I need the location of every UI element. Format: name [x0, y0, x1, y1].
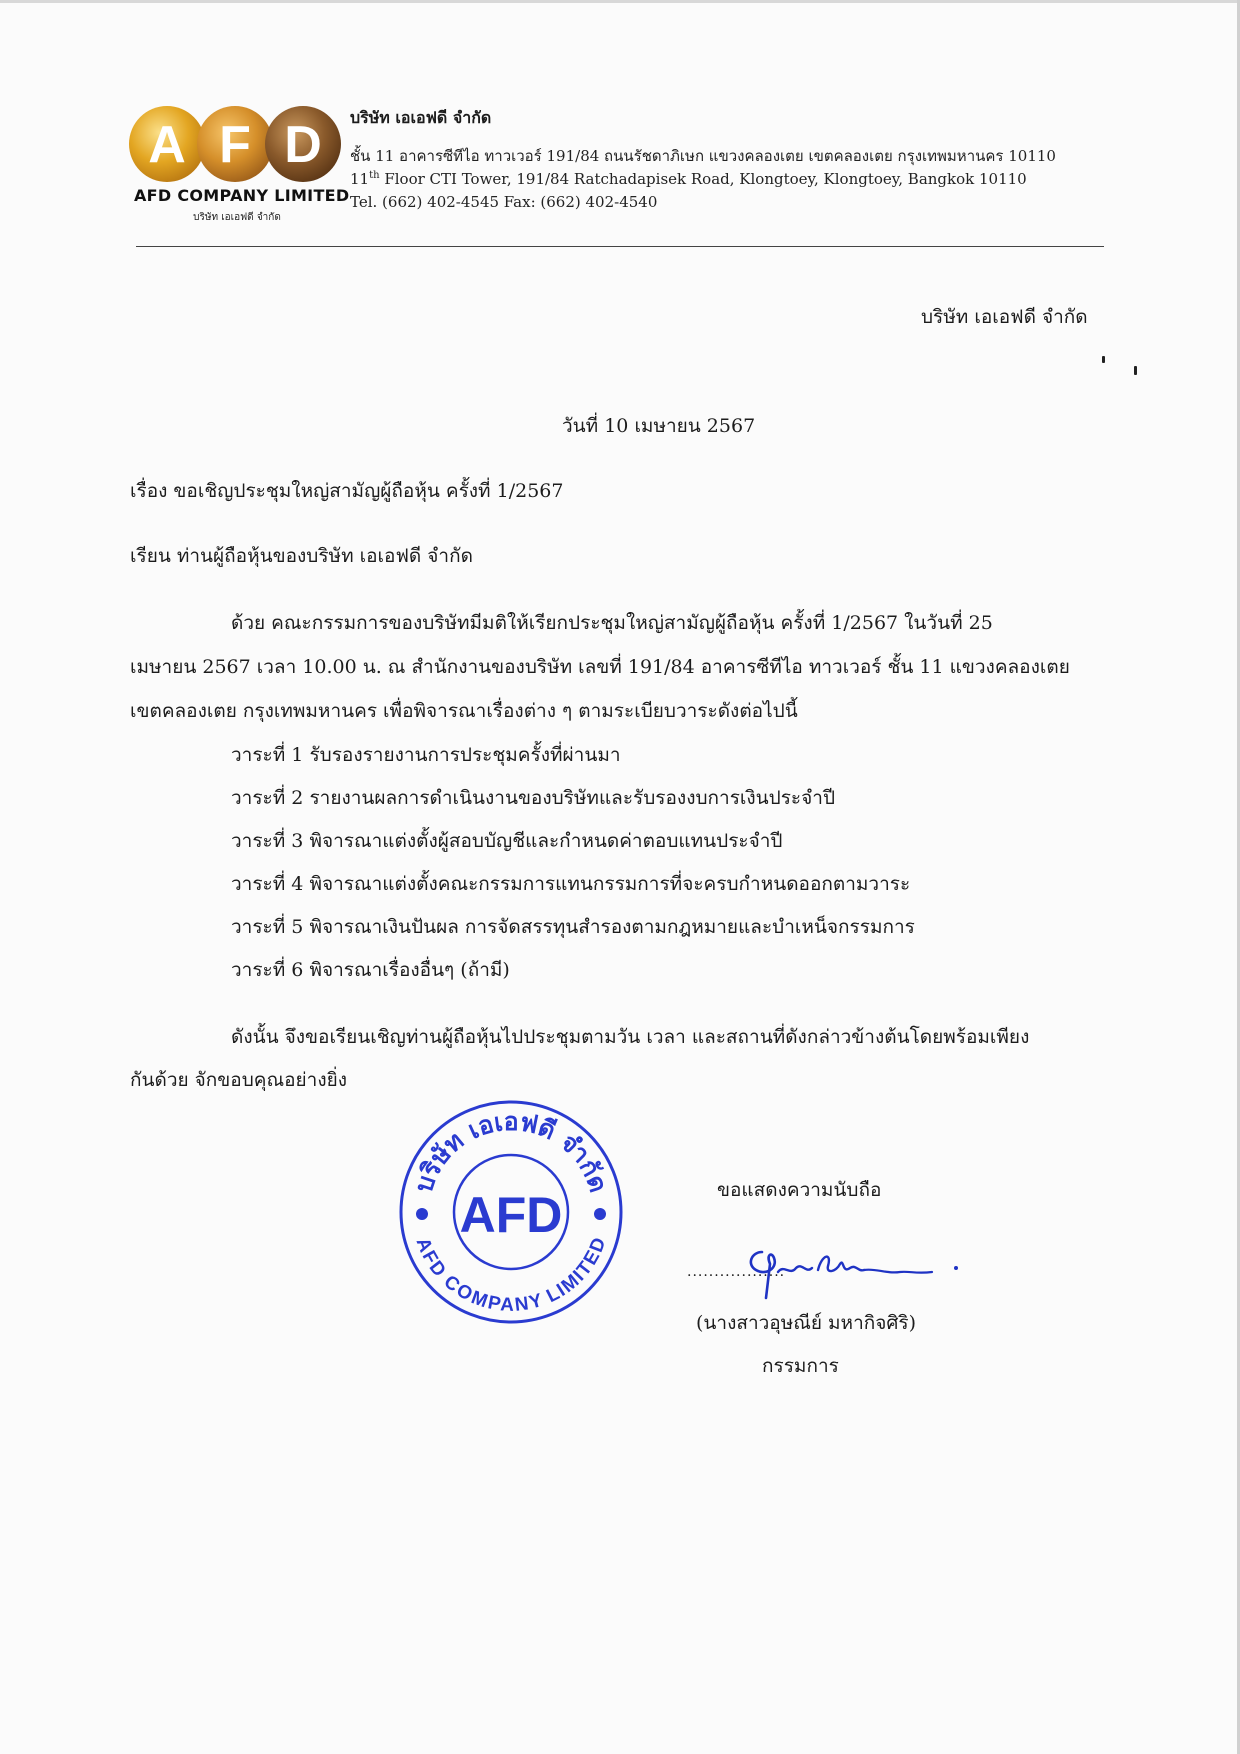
logo-letter-d: D	[284, 116, 322, 174]
signatory-title: กรรมการ	[762, 1355, 839, 1377]
scan-speck	[1134, 366, 1137, 375]
handwritten-signature-icon	[686, 1244, 966, 1300]
letterhead-address-en	[350, 170, 1027, 188]
scan-speck	[1102, 356, 1105, 363]
closing-line-2: กันด้วย จักขอบคุณอย่างยิ่ง	[130, 1069, 348, 1091]
address-street: Floor CTI Tower, 191/84 Ratchadapisek Road, Klongtoey, Klongtoey, Bangkok 10110	[379, 170, 1027, 188]
company-seal-stamp	[399, 1100, 623, 1324]
closing-line-1: ดังนั้น จึงขอเรียนเชิญท่านผู้ถือหุ้นไปประชุมตามวัน เวลา และสถานที่ดังกล่าวข้างต้นโดยพร้อมเพียง	[231, 1026, 1030, 1048]
seal-bottom-arc-text: AFD COMPANY LIMITED	[411, 1234, 611, 1316]
agenda-item-4: วาระที่ 4 พิจารณาแต่งตั้งคณะกรรมการแทนกรรมการที่จะครบกำหนดออกตามวาระ	[231, 873, 911, 895]
address-floor: 11	[350, 170, 370, 188]
scan-edge-top	[0, 0, 1240, 3]
agenda-item-6: วาระที่ 6 พิจารณาเรื่องอื่นๆ (ถ้ามี)	[231, 959, 510, 981]
letter-addressee: เรียน ท่านผู้ถือหุ้นของบริษัท เอเอฟดี จำกัด	[130, 545, 473, 567]
agenda-item-5: วาระที่ 5 พิจารณาเงินปันผล การจัดสรรทุนสำรองตามกฎหมายและบำเหน็จกรรมการ	[231, 916, 915, 938]
logo-company-name-en: AFD COMPANY LIMITED	[134, 186, 350, 205]
agenda-item-2: วาระที่ 2 รายงานผลการดำเนินงานของบริษัทและรับรองงบการเงินประจำปี	[231, 787, 836, 809]
agenda-item-3: วาระที่ 3 พิจารณาแต่งตั้งผู้สอบบัญชีและกำหนดค่าตอบแทนประจำปี	[231, 830, 783, 852]
agenda-item-1: วาระที่ 1 รับรองรายงานการประชุมครั้งที่ผ่านมา	[231, 744, 621, 766]
letter-subject: เรื่อง ขอเชิญประชุมใหญ่สามัญผู้ถือหุ้น ครั้งที่ 1/2567	[130, 480, 564, 502]
address-floor-suffix: th	[369, 170, 380, 181]
regards-text: ขอแสดงความนับถือ	[717, 1179, 882, 1201]
letterhead-company-name: บริษัท เอเอฟดี จำกัด	[350, 108, 492, 127]
intro-line-1: ด้วย คณะกรรมการของบริษัทมีมติให้เรียกประชุมใหญ่สามัญผู้ถือหุ้น ครั้งที่ 1/2567 ในวันที่ 25	[231, 612, 993, 634]
afd-logo-icon	[128, 104, 344, 184]
letter-date: วันที่ 10 เมษายน 2567	[562, 415, 756, 437]
svg-text:บริษัท เอเอฟดี จำกัด	[409, 1107, 613, 1196]
seal-top-arc-text: บริษัท เอเอฟดี จำกัด	[408, 1107, 614, 1196]
signatory-name: (นางสาวอุษณีย์ มหากิจศิริ)	[696, 1312, 917, 1334]
svg-text:AFD COMPANY LIMITED	[412, 1235, 611, 1316]
logo-letter-f: F	[219, 116, 251, 174]
signature-dotted-line: ..................	[687, 1264, 786, 1280]
intro-line-2: เมษายน 2567 เวลา 10.00 น. ณ สำนักงานของบริษัท เลขที่ 191/84 อาคารซีทีไอ ทาวเวอร์ ชั้น 11 แขวงคลองเตย	[130, 656, 1070, 678]
header-divider	[136, 246, 1104, 247]
intro-line-3: เขตคลองเตย กรุงเทพมหานคร เพื่อพิจารณาเรื่องต่าง ๆ ตามระเบียบวาระดังต่อไปนี้	[130, 700, 798, 722]
logo-letter-a: A	[148, 116, 186, 174]
seal-center-text: AFD	[459, 1187, 563, 1243]
letterhead-contact: Tel. (662) 402-4545 Fax: (662) 402-4540	[350, 193, 658, 211]
logo-company-name-th: บริษัท เอเอฟดี จำกัด	[193, 212, 281, 223]
letterhead-address-th: ชั้น 11 อาคารซีทีไอ ทาวเวอร์ 191/84 ถนนรัชดาภิเษก แขวงคลองเตย เขตคลองเตย กรุงเทพมหานคร 10110	[350, 147, 1056, 165]
issuer-name: บริษัท เอเอฟดี จำกัด	[921, 306, 1088, 328]
